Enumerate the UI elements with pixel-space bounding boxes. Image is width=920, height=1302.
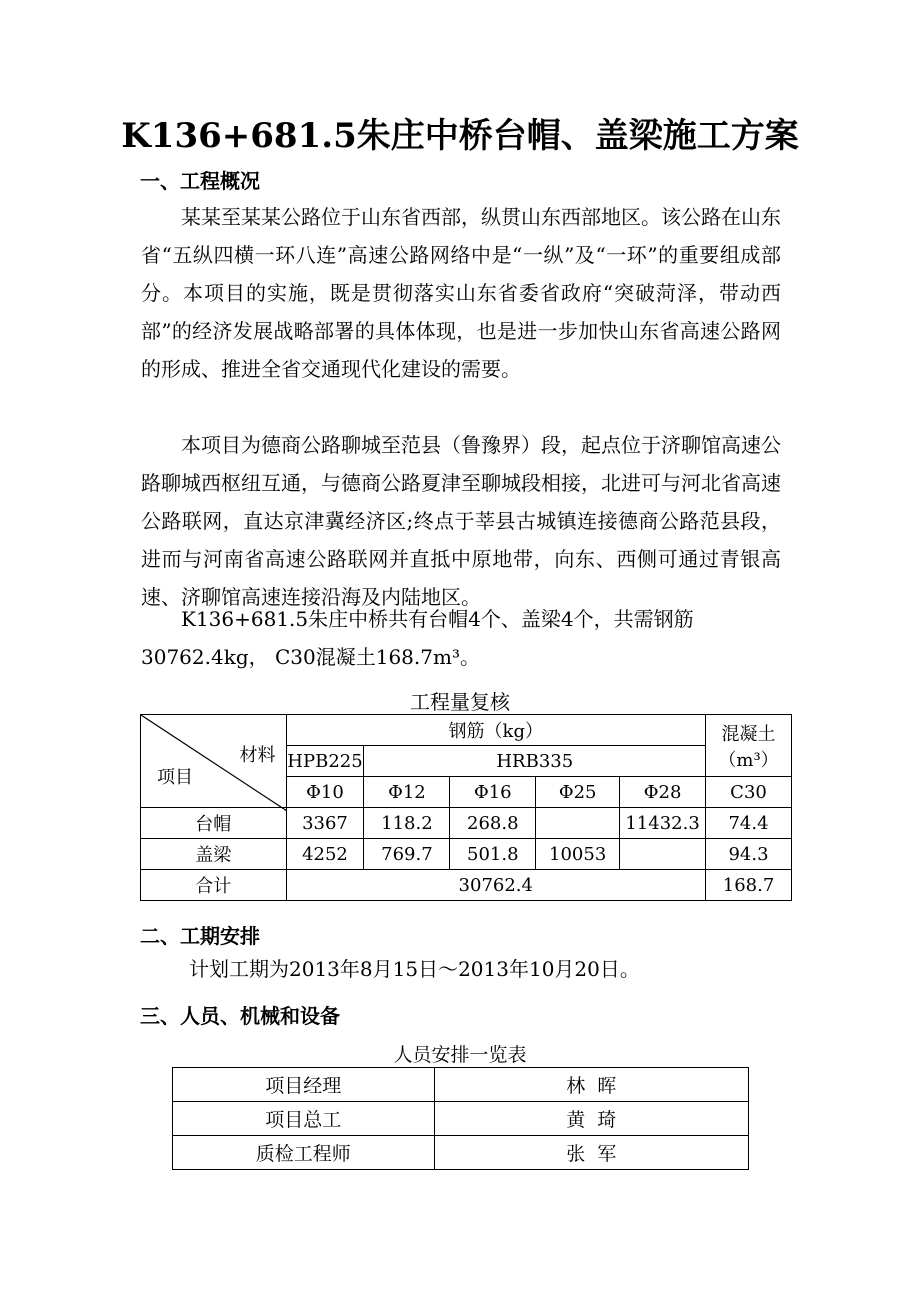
staff-name: 张 军 [434,1136,748,1170]
corner-item-label: 项目 [157,767,193,788]
quantity-table [140,714,792,901]
diameter-header: Φ10 [286,777,364,808]
staff-table-caption: 人员安排一览表 [393,1044,527,1066]
concrete-grade-header: C30 [706,777,792,808]
table-cell: 3367 [286,808,364,839]
diameter-header: Φ25 [536,777,620,808]
staff-role: 质检工程师 [173,1136,435,1170]
total-steel: 30762.4 [286,870,706,901]
section-heading-staffing: 三、人员、机械和设备 [140,1004,340,1028]
corner-material-label: 材料 [239,745,276,766]
table-row [141,839,792,870]
diameter-header: Φ16 [450,777,536,808]
table-cell: 94.3 [706,839,792,870]
hpb-header: HPB225 [286,746,364,777]
staff-name: 林 晖 [434,1068,748,1102]
quantity-table-caption: 工程量复核 [410,690,510,714]
section-heading-schedule: 二、工期安排 [140,924,260,948]
overview-paragraph-1 [141,198,781,388]
table-cell: 769.7 [364,839,450,870]
row-name: 盖梁 [141,839,287,870]
table-row [173,1136,749,1170]
rebar-header: 钢筋（kg） [286,715,706,746]
table-cell: 10053 [536,839,620,870]
overview-paragraph-2 [141,426,781,616]
staff-role: 项目经理 [173,1068,435,1102]
total-concrete: 168.7 [706,870,792,901]
concrete-header-line2: （m³） [718,749,779,771]
summary-paragraph [141,600,781,676]
diameter-header: Φ12 [364,777,450,808]
summary-line-1: K136+681.5朱庄中桥共有台帽4个、盖梁4个，共需钢筋 [181,607,694,631]
table-row [173,1068,749,1102]
table-cell [536,808,620,839]
hrb-header: HRB335 [364,746,706,777]
concrete-header [706,715,792,777]
summary-line-2: 30762.4kg， C30混凝土168.7m³。 [141,645,480,669]
document-title: K136+681.5朱庄中桥台帽、盖梁施工方案 [121,116,799,156]
row-name: 台帽 [141,808,287,839]
schedule-paragraph [141,950,781,988]
table-cell: 74.4 [706,808,792,839]
table-cell: 501.8 [450,839,536,870]
staff-role: 项目总工 [173,1102,435,1136]
table-cell: 11432.3 [620,808,706,839]
section-heading-overview: 一、工程概况 [140,169,260,193]
overview-paragraph-1-text: 某某至某某公路位于山东省西部，纵贯山东西部地区。该公路在山东省“五纵四横一环八连”高速公路网络中是“一纵”及“一环”的重要组成部分。本项目的实施，既是贯彻落实山东省委省政府“突破菏泽，带动西部”的经济发展战略部署的具体体现，也是进一步加快山东省高速公路网的形成、推进全省交通现代化建设的需要。 [141,205,781,381]
total-label: 合计 [141,870,287,901]
staff-table [172,1067,749,1170]
table-row [141,808,792,839]
diameter-header: Φ28 [620,777,706,808]
overview-paragraph-2-text: 本项目为德商公路聊城至范县（鲁豫界）段，起点位于济聊馆高速公路聊城西枢纽互通，与德商公路夏津至聊城段相接，北进可与河北省高速公路联网，直达京津冀经济区;终点于莘县古城镇连接德商公路范县段，进而与河南省高速公路联网并直抵中原地带，向东、西侧可通过青银高速、济聊馆高速连接沿海及内陆地区。 [141,433,781,609]
concrete-header-line1: 混凝土 [721,723,776,745]
table-cell: 118.2 [364,808,450,839]
table-cell: 4252 [286,839,364,870]
table-row [173,1102,749,1136]
staff-name: 黄 琦 [434,1102,748,1136]
table-cell [620,839,706,870]
table-cell: 268.8 [450,808,536,839]
schedule-text: 计划工期为2013年8月15日～2013年10月20日。 [189,957,640,981]
table-corner-cell [141,715,287,808]
total-row [141,870,792,901]
